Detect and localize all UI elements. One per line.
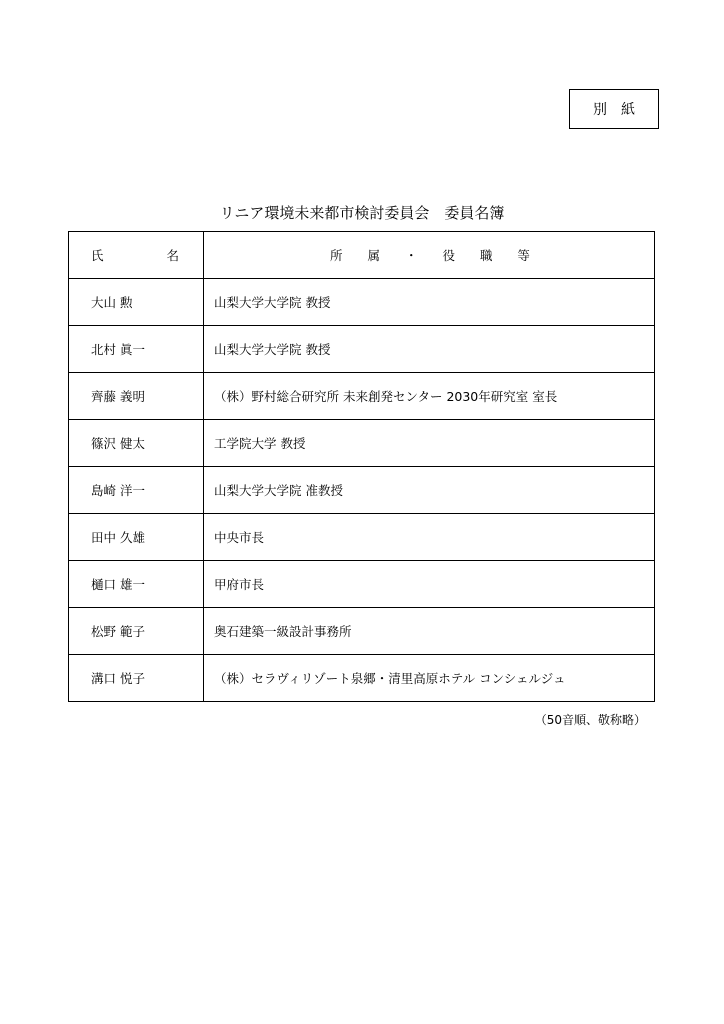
member-name: 篠沢 健太 <box>69 420 204 467</box>
table-row <box>69 420 655 467</box>
header-name-cell <box>69 232 204 279</box>
header-name-char: 名 <box>166 248 179 263</box>
attachment-label <box>569 89 659 129</box>
header-affiliation-char: ・ <box>404 248 418 263</box>
member-affiliation: （株）セラヴィリゾート泉郷・清里高原ホテル コンシェルジュ <box>204 655 655 702</box>
header-name-char: 氏 <box>91 248 104 263</box>
header-affiliation-char: 所 <box>330 248 343 263</box>
header-affiliation-char: 等 <box>517 248 530 263</box>
footnote: （50音順、敬称略） <box>534 713 646 727</box>
member-affiliation: 山梨大学大学院 教授 <box>204 326 655 373</box>
table-row <box>69 467 655 514</box>
table-row <box>69 608 655 655</box>
member-name: 松野 範子 <box>69 608 204 655</box>
member-name: 溝口 悦子 <box>69 655 204 702</box>
member-affiliation: （株）野村総合研究所 未来創発センター 2030年研究室 室長 <box>204 373 655 420</box>
header-affiliation-cell <box>204 232 655 279</box>
table-row <box>69 655 655 702</box>
document-title: リニア環境未来都市検討委員会 委員名簿 <box>219 204 505 222</box>
table-header-row <box>69 232 655 279</box>
member-name: 田中 久雄 <box>69 514 204 561</box>
member-name: 北村 眞一 <box>69 326 204 373</box>
header-affiliation-char: 職 <box>479 248 493 263</box>
member-name: 島崎 洋一 <box>69 467 204 514</box>
member-affiliation: 甲府市長 <box>204 561 655 608</box>
table-row <box>69 373 655 420</box>
member-name: 齊藤 義明 <box>69 373 204 420</box>
table-row <box>69 326 655 373</box>
member-name: 樋口 雄一 <box>69 561 204 608</box>
member-affiliation: 工学院大学 教授 <box>204 420 655 467</box>
table-row <box>69 561 655 608</box>
header-affiliation-char: 役 <box>442 248 455 263</box>
header-affiliation-char: 属 <box>367 248 380 263</box>
member-affiliation: 山梨大学大学院 准教授 <box>204 467 655 514</box>
attachment-label-text: 別紙 <box>593 102 649 118</box>
member-roster-table <box>68 231 655 702</box>
member-affiliation: 中央市長 <box>204 514 655 561</box>
member-name: 大山 勲 <box>69 279 204 326</box>
table-row <box>69 514 655 561</box>
member-affiliation: 山梨大学大学院 教授 <box>204 279 655 326</box>
member-affiliation: 奥石建築一級設計事務所 <box>204 608 655 655</box>
table-row <box>69 279 655 326</box>
